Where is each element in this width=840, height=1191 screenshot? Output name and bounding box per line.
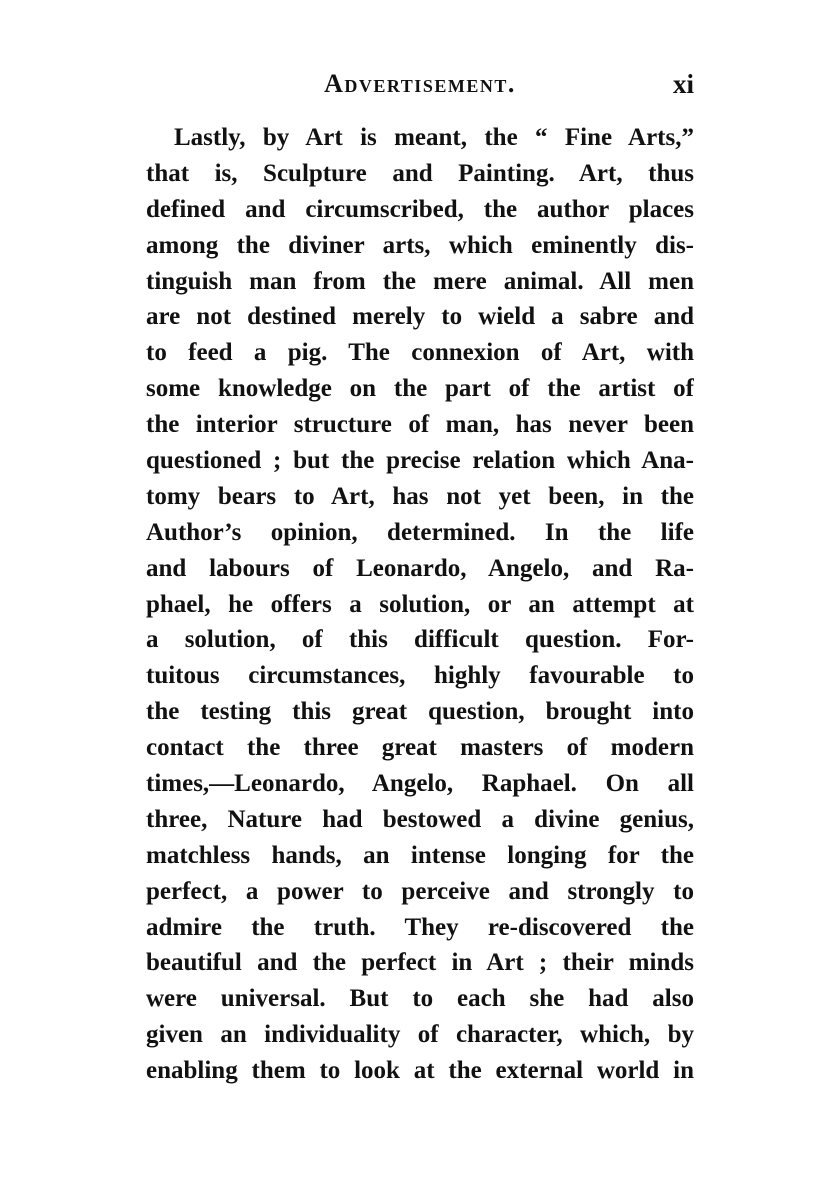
text-line: perfect, a power to perceive and strongly to xyxy=(146,877,694,905)
text-line: were universal. But to each she had also xyxy=(146,985,694,1013)
text-line: a solution, of this difficult question. For- xyxy=(146,626,694,654)
text-line: the testing this great question, brought into xyxy=(146,698,694,726)
text-line: three, Nature had bestowed a divine genius, xyxy=(146,805,694,833)
text-line: tomy bears to Art, has not yet been, in the xyxy=(146,482,694,510)
text-line: to feed a pig. The connexion of Art, with xyxy=(146,339,694,367)
text-line: the interior structure of man, has never been xyxy=(146,411,694,439)
text-line: enabling them to look at the external world in xyxy=(146,1057,694,1085)
body-text xyxy=(146,120,694,1089)
text-line: times,—Leonardo, Angelo, Raphael. On all xyxy=(146,770,694,798)
text-line: are not destined merely to wield a sabre and xyxy=(146,303,694,331)
text-line: and labours of Leonardo, Angelo, and Ra- xyxy=(146,554,694,582)
running-head xyxy=(146,64,694,104)
text-line: tuitous circumstances, highly favourable to xyxy=(146,662,694,690)
text-line: Author’s opinion, determined. In the life xyxy=(146,518,694,546)
text-line: admire the truth. They re-discovered the xyxy=(146,913,694,941)
text-line: phael, he offers a solution, or an attempt at xyxy=(146,590,694,618)
text-line: some knowledge on the part of the artist of xyxy=(146,375,694,403)
text-line: among the diviner arts, which eminently dis- xyxy=(146,231,694,259)
text-line: beautiful and the perfect in Art ; their minds xyxy=(146,949,694,977)
page-number: xi xyxy=(672,69,694,99)
text-line: matchless hands, an intense longing for the xyxy=(146,841,694,869)
text-line: contact the three great masters of modern xyxy=(146,734,694,762)
text-line: that is, Sculpture and Painting. Art, thus xyxy=(146,159,694,187)
text-line: Lastly, by Art is meant, the “ Fine Arts,” xyxy=(174,124,694,151)
text-line: defined and circumscribed, the author places xyxy=(146,195,694,223)
text-line: questioned ; but the precise relation which Ana- xyxy=(146,447,694,475)
text-line: given an individuality of character, which, by xyxy=(146,1021,694,1049)
running-title: Advertisement. xyxy=(324,69,516,98)
text-line: tinguish man from the mere animal. All men xyxy=(146,267,694,295)
